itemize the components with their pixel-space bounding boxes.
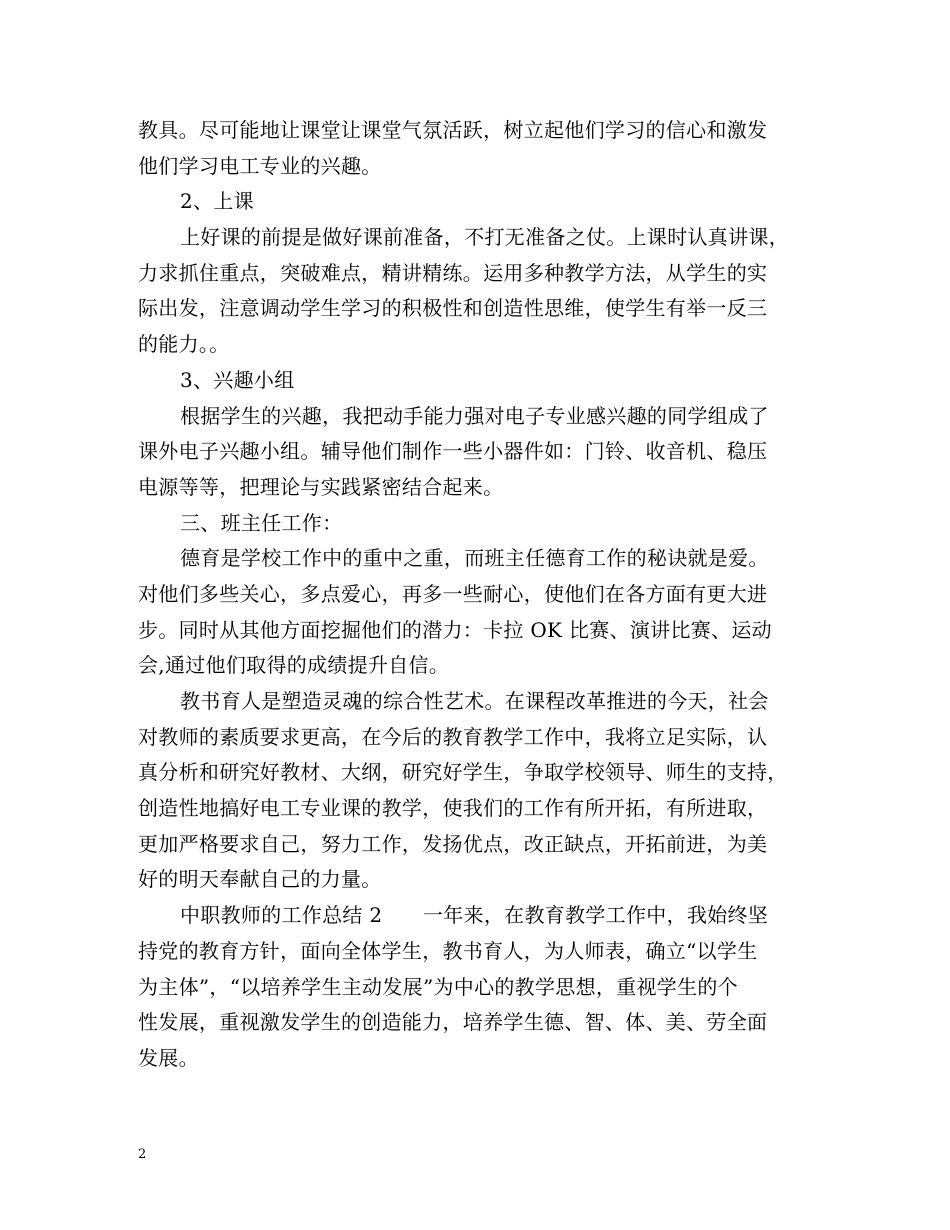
text-line-11: 电源等等，把理论与实践紧密结合起来。 — [138, 474, 504, 499]
text-line-20: 创造性地搞好电工专业课的教学，使我们的工作有所开拓，有所进取， — [138, 796, 768, 821]
text-line-6: 际出发，注意调动学生学习的积极性和创造性思维，使学生有举一反三 — [138, 296, 768, 321]
text-line-5: 力求抓住重点，突破难点，精讲精练。运用多种教学方法，从学生的实 — [138, 260, 768, 285]
text-line-26: 性发展，重视激发学生的创造能力，培养学生德、智、体、美、劳全面 — [138, 1010, 768, 1035]
section-heading-lesson: 2、上课 — [180, 189, 254, 214]
text-line-16: 会,通过他们取得的成绩提升自信。 — [138, 653, 450, 678]
text-line-24: 持党的教育方针，面向全体学生，教书育人，为人师表，确立“以学生 — [138, 938, 758, 963]
text-line-7: 的能力。。 — [138, 332, 230, 357]
text-line-18: 对教师的素质要求更高，在今后的教育教学工作中，我将立足实际，认 — [138, 724, 768, 749]
page-number: 2 — [138, 1147, 147, 1162]
text-line-9: 根据学生的兴趣，我把动手能力强对电子专业感兴趣的同学组成了 — [180, 403, 769, 428]
text-line-13: 德育是学校工作中的重中之重，而班主任德育工作的秘诀就是爱。 — [180, 546, 769, 571]
text-line-2: 他们学习电工专业的兴趣。 — [138, 153, 382, 178]
text-line-21: 更加严格要求自己，努力工作，发扬优点，改正缺点，开拓前进，为美 — [138, 831, 768, 856]
text-line-25: 为主体”，“以培养学生主动发展”为中心的教学思想，重视学生的个 — [138, 974, 738, 999]
text-line-10: 课外电子兴趣小组。辅导他们制作一些小器件如：门铃、收音机、稳压 — [138, 439, 768, 464]
text-line-22: 好的明天奉献自己的力量。 — [138, 867, 382, 892]
text-line-4: 上好课的前提是做好课前准备，不打无准备之仗。上课时认真讲课， — [180, 225, 789, 250]
text-line-27: 发展。 — [138, 1045, 199, 1070]
text-line-1: 教具。尽可能地让课堂让课堂气氛活跃，树立起他们学习的信心和激发 — [138, 118, 768, 142]
text-line-14: 对他们多些关心，多点爱心，再多一些耐心，使他们在各方面有更大进 — [138, 581, 768, 606]
section-heading-interest-group: 3、兴趣小组 — [180, 367, 295, 392]
text-line-23: 中职教师的工作总结 2 一年来，在教育教学工作中，我始终坚 — [180, 903, 769, 928]
text-line-19: 真分析和研究好教材、大纲，研究好学生，争取学校领导、师生的支持， — [138, 760, 788, 785]
document-body — [138, 113, 818, 1077]
text-line-17: 教书育人是塑造灵魂的综合性艺术。在课程改革推进的今天，社会 — [180, 689, 769, 713]
section-heading-class-teacher: 三、班主任工作： — [180, 510, 343, 535]
text-line-15: 步。同时从其他方面挖掘他们的潜力：卡拉 OK 比赛、演讲比赛、运动 — [138, 617, 772, 642]
